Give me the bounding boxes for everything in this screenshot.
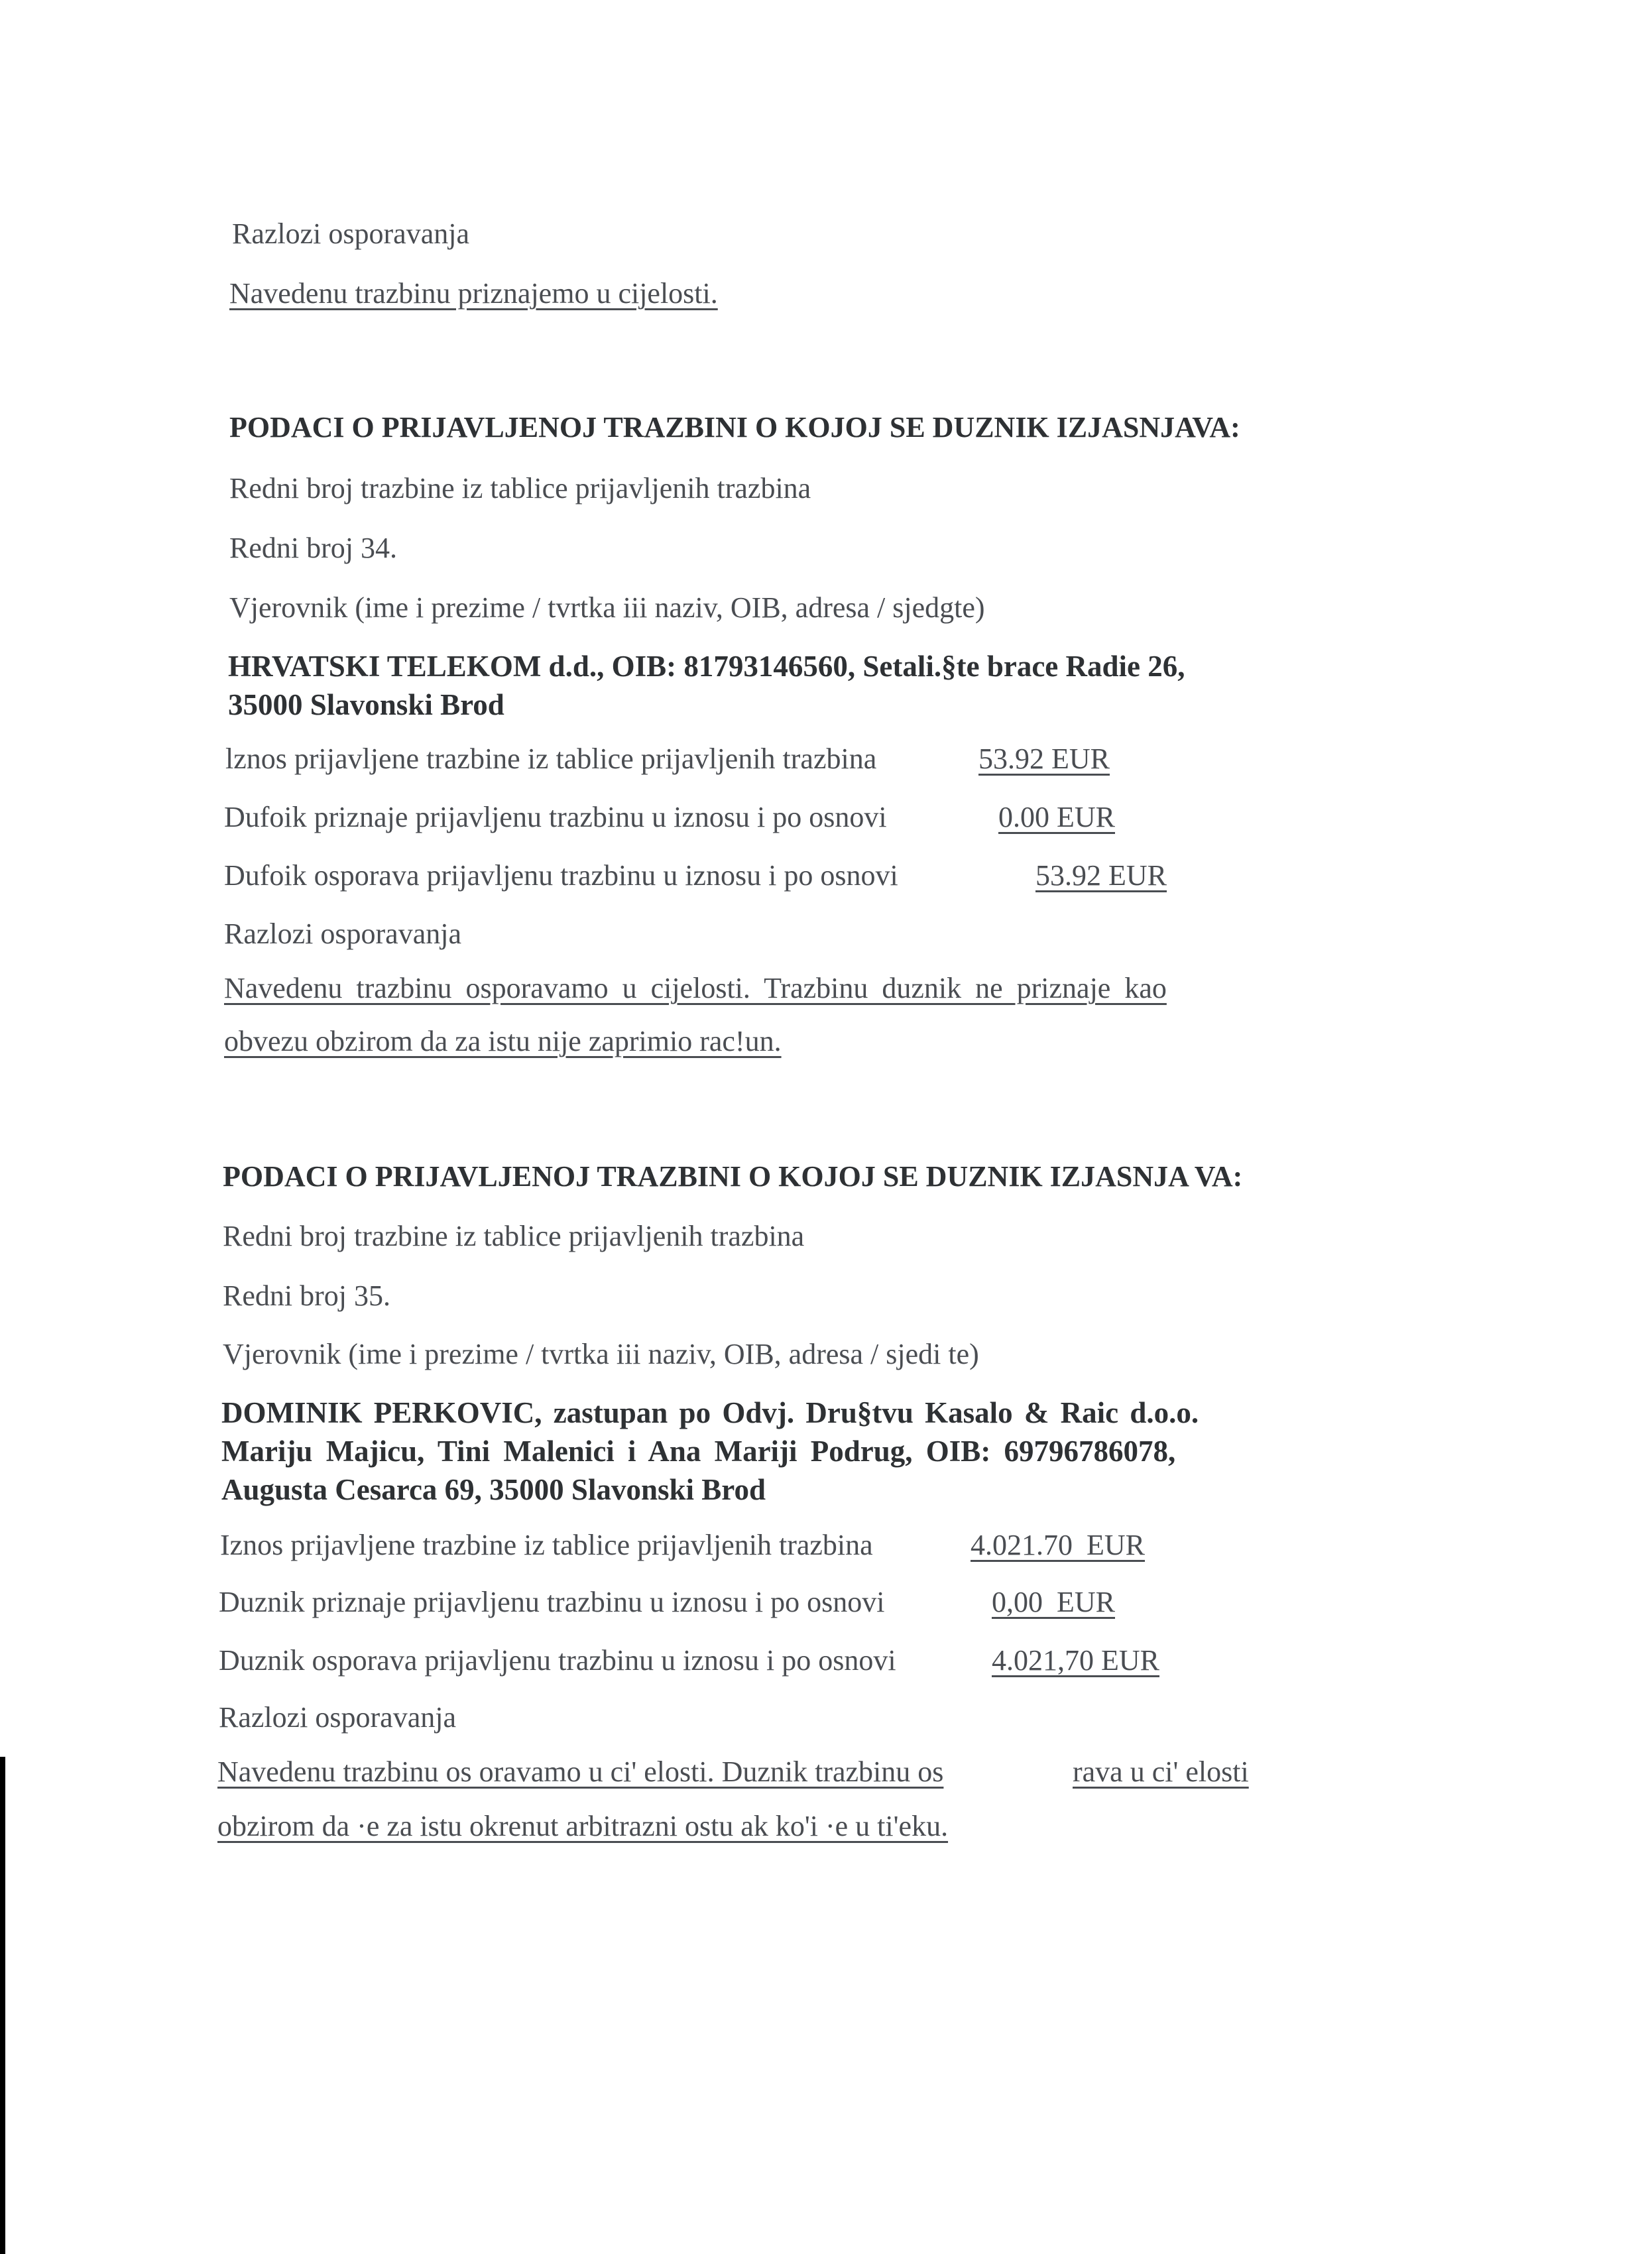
claim34-iznos-label: lznos prijavljene trazbine iz tablice prijavljenih trazbina — [225, 742, 877, 775]
claim34-redni-label: Redni broj trazbine iz tablice prijavljenih trazbina — [229, 472, 811, 504]
claim35-redni-value: Redni broj 35. — [223, 1279, 390, 1312]
claim34-osporava-value: 53.92 EUR — [1035, 859, 1167, 892]
claim35-priznaje-value: 0,00 EUR — [992, 1586, 1115, 1618]
claim34-razlozi-line1: Navedenu trazbinu osporavamo u cijelosti. Trazbinu duznik ne priznaje kao — [224, 972, 1167, 1004]
claim35-iznos-value: 4.021.70 EUR — [971, 1529, 1145, 1561]
claim34-razlozi-line2: obvezu obzirom da za istu nije zaprimio rac!un. — [224, 1025, 782, 1057]
claim35-priznaje-label: Duznik priznaje prijavljenu trazbinu u iznosu i po osnovi — [219, 1586, 885, 1618]
claim35-vjerovnik-label: Vjerovnik (ime i prezime / tvrtka iii naziv, OIB, adresa / sjedi te) — [223, 1338, 979, 1370]
claim34-heading: PODACI O PRIJAVLJENOJ TRAZBINI O KOJOJ SE DUZNIK IZJASNJAVA: — [229, 411, 1240, 444]
claim35-heading: PODACI O PRIJAVLJENOJ TRAZBINI O KOJOJ SE DUZNIK IZJASNJA VA: — [223, 1160, 1243, 1193]
claim35-razlozi-line2: obzirom da ·e za istu okrenut arbitrazni ostu ak ko'i ·e u ti'eku. — [217, 1810, 949, 1842]
claim34-razlozi-label: Razlozi osporavanja — [224, 918, 461, 950]
claim35-razlozi-line1a: Navedenu trazbinu os oravamo u ci' elosti. Duznik trazbinu os — [217, 1755, 944, 1788]
claim35-osporava-label: Duznik osporava prijavljenu trazbinu u iznosu i po osnovi — [219, 1644, 896, 1677]
claim35-vjerovnik-line1: DOMINIK PERKOVIC, zastupan po Odvj. Dru§tvu Kasalo & Raic d.o.o. — [221, 1396, 1199, 1429]
claim34-iznos-value: 53.92 EUR — [978, 742, 1110, 775]
claim34-priznaje-value: 0.00 EUR — [998, 801, 1115, 833]
claim35-razlozi-line1b: rava u ci' elosti — [1073, 1755, 1249, 1788]
scan-edge-bar — [0, 1757, 5, 2254]
claim35-vjerovnik-line2: Mariju Majicu, Tini Malenici i Ana Mariji Podrug, OIB: 69796786078, — [221, 1435, 1176, 1468]
claim34-priznaje-label: Dufoik priznaje prijavljenu trazbinu u iznosu i po osnovi — [224, 801, 887, 833]
claim34-redni-value: Redni broj 34. — [229, 532, 397, 564]
claim35-vjerovnik-line3: Augusta Cesarca 69, 35000 Slavonski Brod — [221, 1473, 766, 1506]
top-razlozi-text: Navedenu trazbinu priznajemo u cijelosti. — [229, 277, 718, 310]
claim34-vjerovnik-label: Vjerovnik (ime i prezime / tvrtka iii naziv, OIB, adresa / sjedgte) — [229, 591, 985, 624]
claim35-iznos-label: Iznos prijavljene trazbine iz tablice prijavljenih trazbina — [220, 1529, 873, 1561]
claim34-vjerovnik-line1: HRVATSKI TELEKOM d.d., OIB: 81793146560, Setali.§te brace Radie 26, — [228, 650, 1185, 683]
claim35-razlozi-label: Razlozi osporavanja — [219, 1701, 456, 1734]
claim34-vjerovnik-line2: 35000 Slavonski Brod — [228, 688, 504, 721]
top-razlozi-label: Razlozi osporavanja — [232, 217, 469, 250]
claim35-redni-label: Redni broj trazbine iz tablice prijavljenih trazbina — [223, 1220, 805, 1252]
claim34-osporava-label: Dufoik osporava prijavljenu trazbinu u iznosu i po osnovi — [224, 859, 898, 892]
claim35-osporava-value: 4.021,70 EUR — [992, 1644, 1159, 1677]
